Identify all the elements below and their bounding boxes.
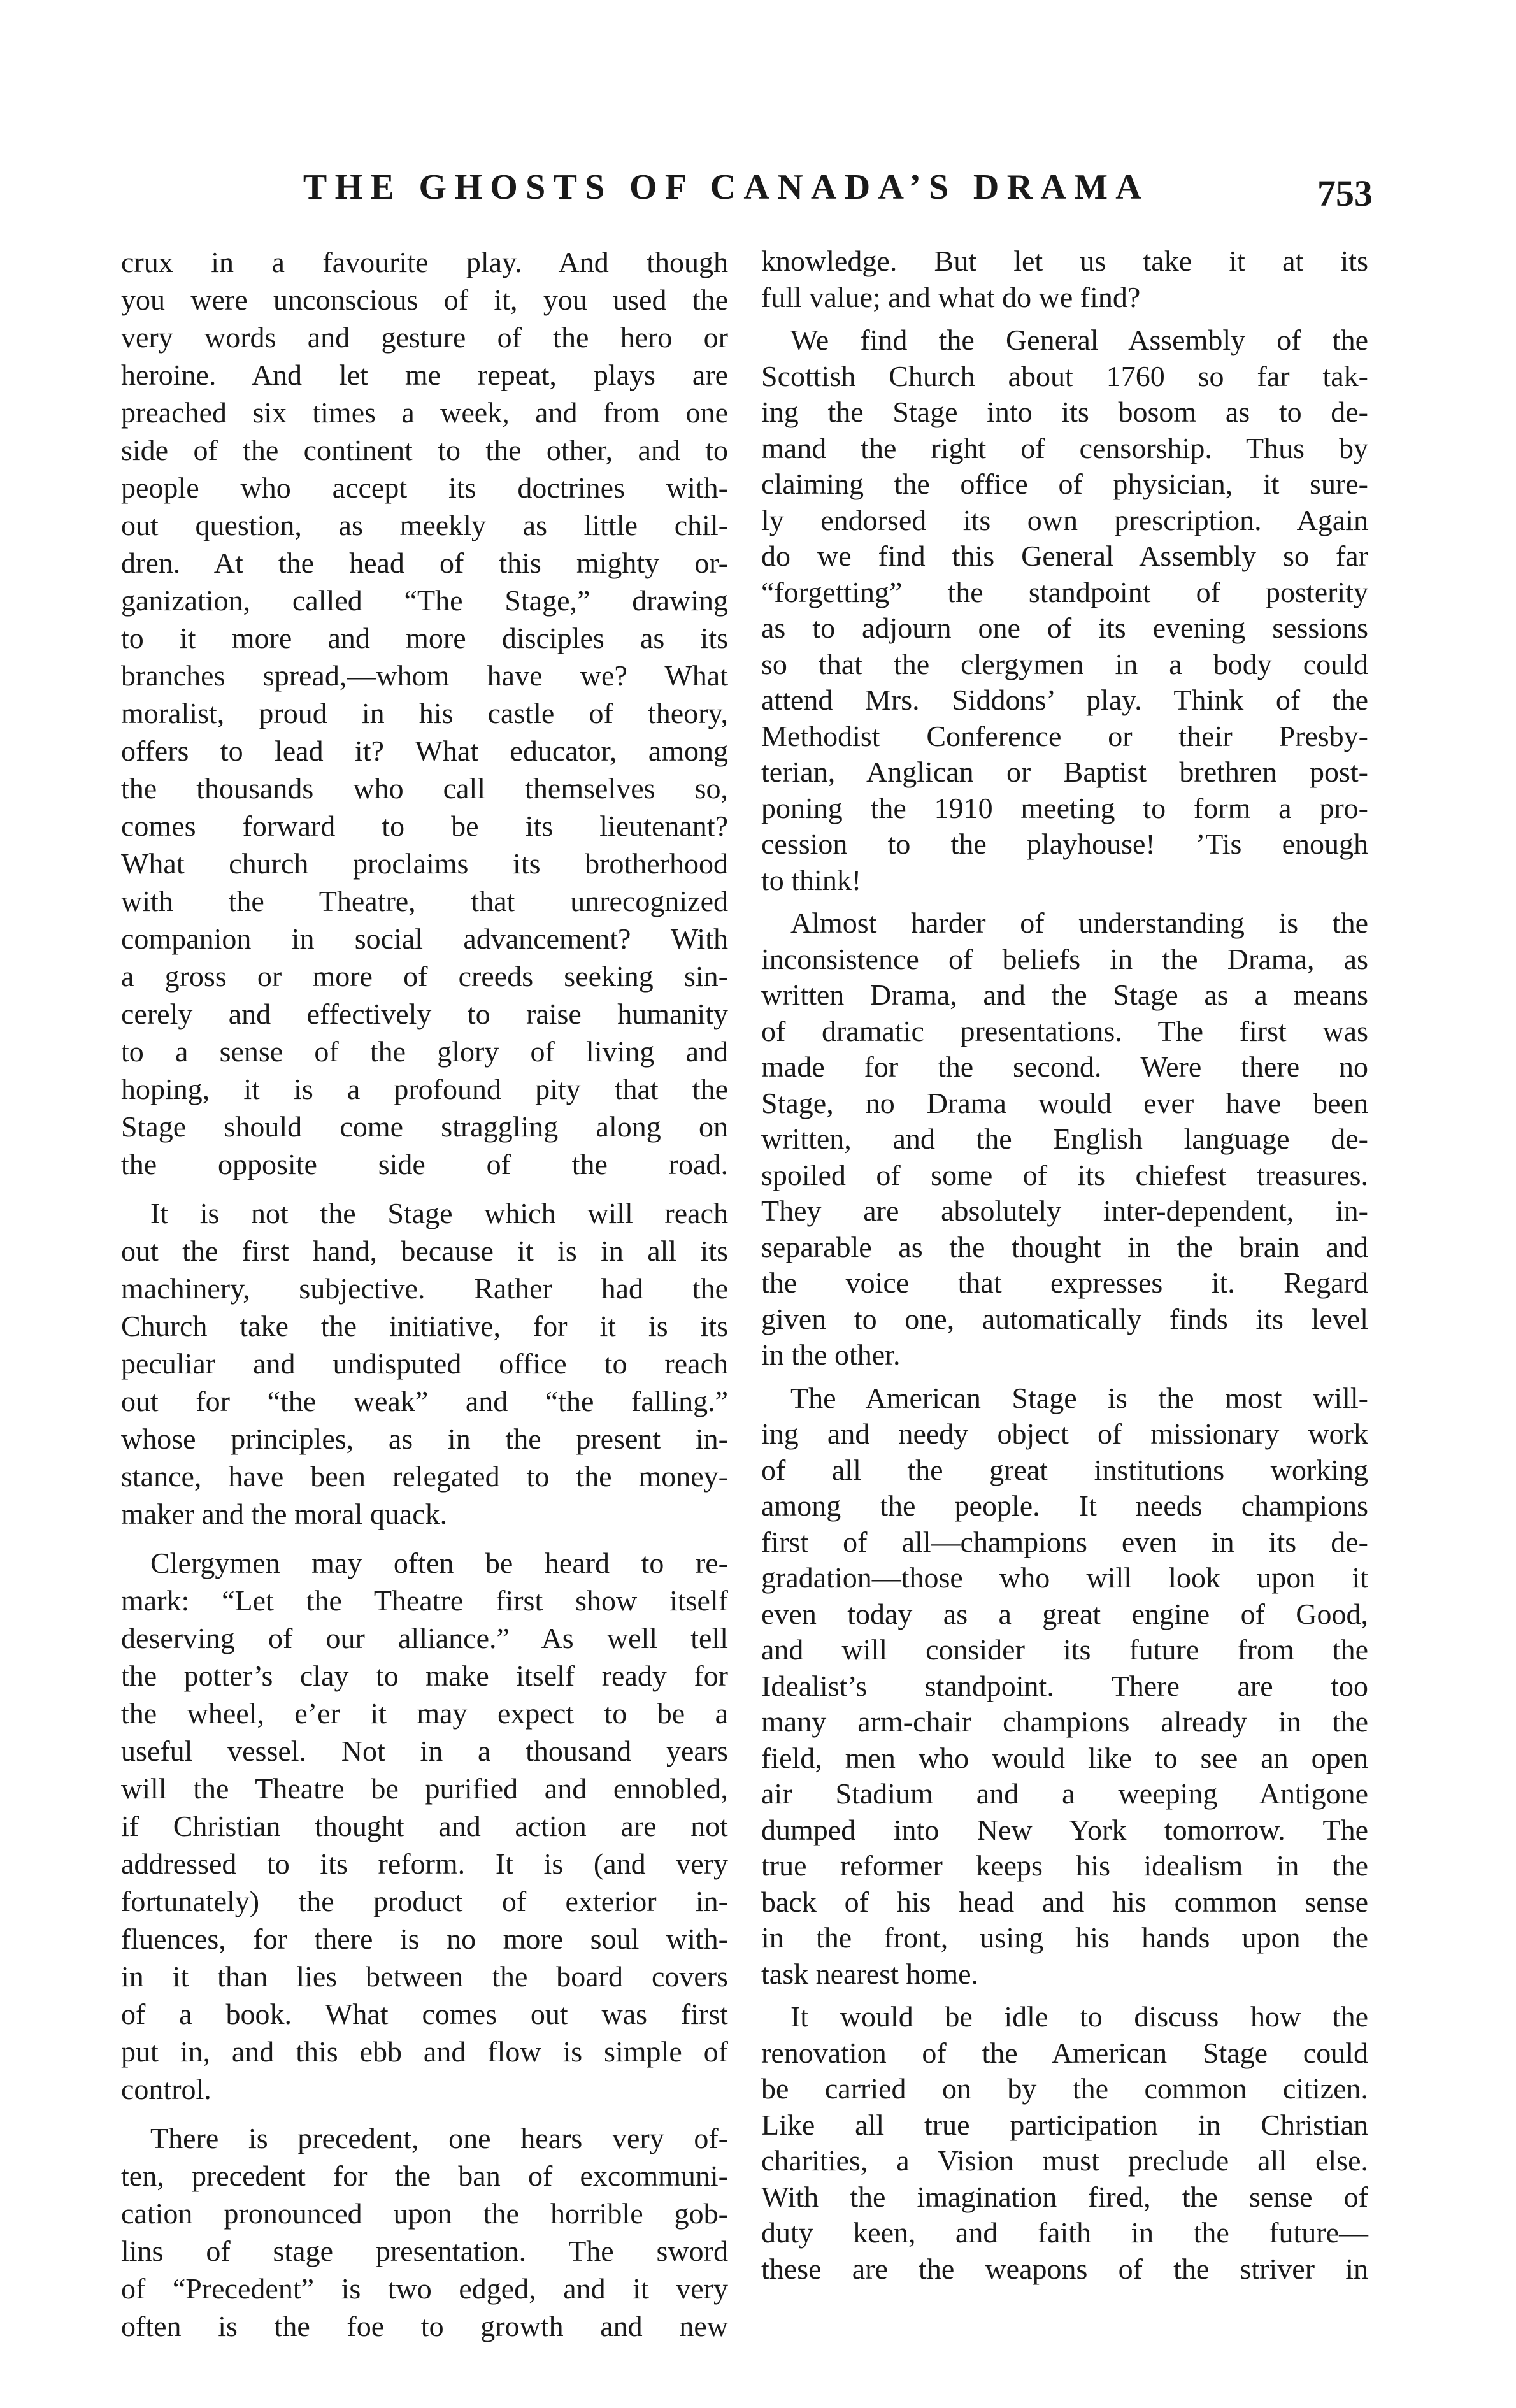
text-line: Stage should come straggling along on	[121, 1110, 728, 1143]
text-line: gradation—those who will look upon it	[761, 1561, 1368, 1594]
text-line: often is the foe to growth and new	[121, 2310, 728, 2342]
text-line: made for the second. Were there no	[761, 1050, 1368, 1083]
paragraph	[761, 1999, 1368, 2287]
text-line: addressed to its reform. It is (and very	[121, 1847, 728, 1880]
text-line: Clergymen may often be heard to re-	[150, 1547, 728, 1579]
running-title: THE GHOSTS OF CANADA’S DRAMA	[303, 168, 1150, 207]
text-line: fortunately) the product of exterior in-	[121, 1885, 728, 1917]
text-line: ing and needy object of missionary work	[761, 1417, 1368, 1450]
text-line: back of his head and his common sense	[761, 1885, 1368, 1918]
text-line: the thousands who call themselves so,	[121, 772, 728, 805]
text-line: of dramatic presentations. The first was	[761, 1014, 1368, 1047]
text-line: crux in a favourite play. And though	[121, 246, 728, 278]
text-line: offers to lead it? What educator, among	[121, 735, 728, 767]
text-line: peculiar and undisputed office to reach	[121, 1347, 728, 1380]
right-column	[761, 243, 1368, 2287]
text-line: knowledge. But let us take it at its	[761, 245, 1368, 277]
text-line: It would be idle to discuss how the	[790, 2000, 1368, 2033]
text-line: side of the continent to the other, and to	[121, 434, 728, 466]
text-line: the wheel, e’er it may expect to be a	[121, 1697, 728, 1730]
text-line: you were unconscious of it, you used the	[121, 283, 728, 316]
text-line: these are the weapons of the striver in	[761, 2252, 1368, 2285]
text-line: There is precedent, one hears very of-	[150, 2122, 728, 2154]
text-line: companion in social advancement? With	[121, 922, 728, 955]
text-line: of “Precedent” is two edged, and it very	[121, 2272, 728, 2305]
text-line: full value; and what do we find?	[761, 280, 1141, 313]
text-line: the opposite side of the road.	[121, 1148, 728, 1180]
text-line: ing the Stage into its bosom as to de-	[761, 396, 1368, 428]
text-line: true reformer keeps his idealism in the	[761, 1849, 1368, 1882]
text-line: Methodist Conference or their Presby-	[761, 719, 1368, 752]
text-line: fluences, for there is no more soul with-	[121, 1923, 728, 1955]
paragraph	[761, 243, 1368, 315]
text-line: Like all true participation in Christian	[761, 2108, 1368, 2141]
text-line: The American Stage is the most will-	[790, 1381, 1368, 1414]
text-line: branches spread,—whom have we? What	[121, 659, 728, 692]
text-line: ly endorsed its own prescription. Again	[761, 503, 1368, 536]
left-column	[121, 243, 728, 2345]
text-line: task nearest home.	[761, 1957, 979, 1990]
text-line: attend Mrs. Siddons’ play. Think of the	[761, 684, 1368, 716]
text-line: charities, a Vision must preclude all else.	[761, 2144, 1368, 2177]
text-line: Scottish Church about 1760 so far tak-	[761, 359, 1368, 392]
text-line: mark: “Let the Theatre first show itself	[121, 1584, 728, 1617]
text-line: ganization, called “The Stage,” drawing	[121, 584, 728, 617]
text-line: moralist, proud in his castle of theory,	[121, 697, 728, 729]
text-line: of all the great institutions working	[761, 1453, 1368, 1486]
text-line: written Drama, and the Stage as a means	[761, 978, 1368, 1011]
text-line: What church proclaims its brotherhood	[121, 847, 728, 880]
text-line: the voice that expresses it. Regard	[761, 1266, 1368, 1299]
text-line: whose principles, as in the present in-	[121, 1423, 728, 1455]
text-line: in the front, using his hands upon the	[761, 1921, 1368, 1954]
paragraph	[761, 322, 1368, 898]
text-line: It is not the Stage which will reach	[150, 1197, 728, 1229]
text-line: to a sense of the glory of living and	[121, 1035, 728, 1068]
text-line: inconsistence of beliefs in the Drama, as	[761, 942, 1368, 975]
text-line: in it than lies between the board covers	[121, 1960, 728, 1993]
text-line: air Stadium and a weeping Antigone	[761, 1777, 1368, 1810]
text-line: and will consider its future from the	[761, 1633, 1368, 1666]
text-line: put in, and this ebb and flow is simple of	[121, 2035, 728, 2068]
text-line: cation pronounced upon the horrible gob-	[121, 2197, 728, 2230]
text-line: preached six times a week, and from one	[121, 396, 728, 429]
text-line: do we find this General Assembly so far	[761, 540, 1368, 572]
text-line: dren. At the head of this mighty or-	[121, 547, 728, 579]
text-line: the potter’s clay to make itself ready for	[121, 1659, 728, 1692]
text-line: if Christian thought and action are not	[121, 1810, 728, 1842]
paragraph	[121, 1544, 728, 2108]
text-line: of a book. What comes out was first	[121, 1998, 728, 2030]
text-line: a gross or more of creeds seeking sin-	[121, 960, 728, 993]
text-line: lins of stage presentation. The sword	[121, 2235, 728, 2267]
text-line: control.	[121, 2073, 211, 2105]
text-line: useful vessel. Not in a thousand years	[121, 1735, 728, 1767]
text-line: among the people. It needs champions	[761, 1489, 1368, 1522]
text-line: We find the General Assembly of the	[790, 324, 1368, 356]
text-line: people who accept its doctrines with-	[121, 471, 728, 504]
paragraph	[121, 243, 728, 1183]
text-line: heroine. And let me repeat, plays are	[121, 359, 728, 391]
text-line: as to adjourn one of its evening sessions	[761, 612, 1368, 644]
text-line: ten, precedent for the ban of excommuni-	[121, 2160, 728, 2192]
text-line: poning the 1910 meeting to form a pro-	[761, 791, 1368, 824]
text-line: hoping, it is a profound pity that the	[121, 1073, 728, 1105]
text-line: deserving of our alliance.” As well tell	[121, 1622, 728, 1654]
text-line: first of all—champions even in its de-	[761, 1525, 1368, 1558]
text-line: claiming the office of physician, it sure-	[761, 468, 1368, 500]
text-line: be carried on by the common citizen.	[761, 2072, 1368, 2105]
text-line: out for “the weak” and “the falling.”	[121, 1385, 728, 1417]
text-line: machinery, subjective. Rather had the	[121, 1272, 728, 1305]
page-number: 753	[1317, 173, 1373, 214]
text-line: written, and the English language de-	[761, 1122, 1368, 1155]
paragraph	[121, 2119, 728, 2345]
paragraph	[121, 1194, 728, 1533]
paragraph	[761, 905, 1368, 1373]
text-line: given to one, automatically finds its level	[761, 1302, 1368, 1335]
text-line: will the Theatre be purified and ennobled,	[121, 1772, 728, 1805]
text-line: mand the right of censorship. Thus by	[761, 431, 1368, 464]
text-line: comes forward to be its lieutenant?	[121, 810, 728, 842]
text-line: field, men who would like to see an open	[761, 1741, 1368, 1774]
text-line: with the Theatre, that unrecognized	[121, 885, 728, 917]
text-line: “forgetting” the standpoint of posterity	[761, 575, 1368, 608]
text-line: out the first hand, because it is in all its	[121, 1235, 728, 1267]
text-line: in the other.	[761, 1338, 901, 1371]
text-line: even today as a great engine of Good,	[761, 1597, 1368, 1630]
text-line: spoiled of some of its chiefest treasures.	[761, 1158, 1368, 1191]
text-line: many arm-chair champions already in the	[761, 1705, 1368, 1738]
text-line: maker and the moral quack.	[121, 1498, 448, 1530]
text-line: With the imagination fired, the sense of	[761, 2180, 1368, 2213]
text-line: Church take the initiative, for it is its	[121, 1310, 728, 1342]
text-line: They are absolutely inter-dependent, in-	[761, 1194, 1368, 1227]
text-line: to it more and more disciples as its	[121, 622, 728, 654]
text-line: so that the clergymen in a body could	[761, 647, 1368, 680]
paragraph	[761, 1380, 1368, 1993]
text-line: cession to the playhouse! ’Tis enough	[761, 828, 1368, 860]
text-line: out question, as meekly as little chil-	[121, 509, 728, 541]
text-line: Almost harder of understanding is the	[790, 907, 1368, 939]
text-line: separable as the thought in the brain and	[761, 1230, 1368, 1263]
text-line: terian, Anglican or Baptist brethren post-	[761, 756, 1368, 788]
text-line: stance, have been relegated to the money-	[121, 1460, 728, 1493]
text-line: Idealist’s standpoint. There are too	[761, 1669, 1368, 1702]
text-line: very words and gesture of the hero or	[121, 321, 728, 354]
text-line: renovation of the American Stage could	[761, 2036, 1368, 2069]
text-line: duty keen, and faith in the future—	[761, 2216, 1368, 2249]
text-line: dumped into New York tomorrow. The	[761, 1813, 1368, 1846]
text-line: cerely and effectively to raise humanity	[121, 998, 728, 1030]
text-line: to think!	[761, 863, 862, 896]
text-line: Stage, no Drama would ever have been	[761, 1086, 1368, 1119]
